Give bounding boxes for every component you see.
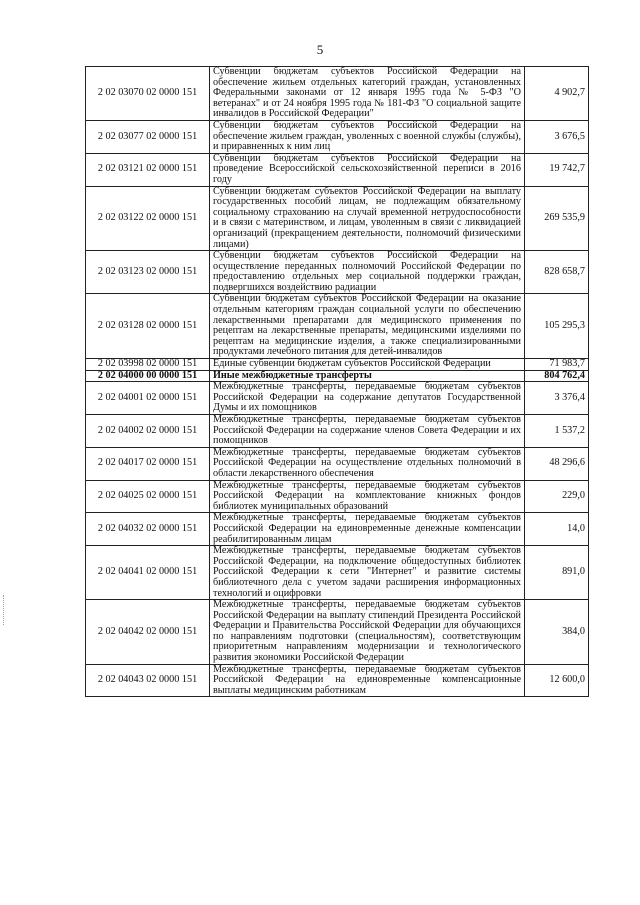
amount-value: 269 535,9: [525, 186, 589, 251]
budget-classification-code: 2 02 03070 02 0000 151: [86, 67, 210, 121]
revenue-description: Субвенции бюджетам субъектов Российской Федерации на оказание отдельным категориям граждан социальной услуги по обеспечению лекарственными препаратами для медицинского применения по рецептам на лекарственные препараты, медицинскими изделиями по рецептам на медицинские изделия, а также специализированными продуктами лечебного питания для детей-инвалидов: [210, 294, 525, 359]
revenue-description: Межбюджетные трансферты, передаваемые бюджетам субъектов Российской Федерации на осуществление отдельных полномочий в области лекарственного обеспечения: [210, 447, 525, 480]
table-row: [86, 513, 589, 546]
amount-value: 105 295,3: [525, 294, 589, 359]
amount-value: 1 537,2: [525, 415, 589, 448]
revenue-description: Межбюджетные трансферты, передаваемые бюджетам субъектов Российской Федерации на содержание депутатов Государственной Думы и их помощников: [210, 382, 525, 415]
amount-value: 48 296,6: [525, 447, 589, 480]
amount-value: 891,0: [525, 546, 589, 600]
amount-value: 4 902,7: [525, 67, 589, 121]
amount-value: 828 658,7: [525, 251, 589, 294]
amount-value: 19 742,7: [525, 153, 589, 186]
budget-revenue-table: [85, 66, 589, 697]
table-row: [86, 359, 589, 371]
revenue-description: Единые субвенции бюджетам субъектов Российской Федерации: [210, 359, 525, 371]
budget-classification-code: 2 02 04032 02 0000 151: [86, 513, 210, 546]
table-row: [86, 382, 589, 415]
margin-scan-mark: [3, 595, 6, 625]
table-row: [86, 600, 589, 665]
budget-classification-code: 2 02 03121 02 0000 151: [86, 153, 210, 186]
table-row: [86, 546, 589, 600]
budget-classification-code: 2 02 04042 02 0000 151: [86, 600, 210, 665]
table-row: [86, 153, 589, 186]
table-row: [86, 186, 589, 251]
table-row: [86, 251, 589, 294]
revenue-description: Субвенции бюджетам субъектов Российской Федерации на осуществление переданных полномочий Российской Федерации по предоставлению отдельных мер социальной поддержки граждан, подвергшихся воздействию радиации: [210, 251, 525, 294]
amount-value: 384,0: [525, 600, 589, 665]
amount-value: 3 676,5: [525, 120, 589, 153]
amount-value: 12 600,0: [525, 664, 589, 697]
revenue-description: Межбюджетные трансферты, передаваемые бюджетам субъектов Российской Федерации на единовременные компенсационные выплаты медицинским работникам: [210, 664, 525, 697]
revenue-description: Субвенции бюджетам субъектов Российской Федерации на проведение Всероссийской сельскохозяйственной переписи в 2016 году: [210, 153, 525, 186]
page-number: 5: [316, 42, 324, 57]
revenue-description: Субвенции бюджетам субъектов Российской Федерации на выплату государственных пособий лицам, не подлежащим обязательному социальному страхованию на случай временной нетрудоспособности и в связи с материнством, и лицам, уволенным в связи с ликвидацией организаций (прекращением деятельности, полномочий физическими лицами): [210, 186, 525, 251]
revenue-description: Межбюджетные трансферты, передаваемые бюджетам субъектов Российской Федерации на единовременные денежные компенсации реабилитированным лицам: [210, 513, 525, 546]
revenue-description: Межбюджетные трансферты, передаваемые бюджетам субъектов Российской Федерации, на подключение общедоступных библиотек Российской Федерации к сети "Интернет" и развитие системы библиотечного дела с учетом задачи расширения информационных технологий и оцифровки: [210, 546, 525, 600]
revenue-description: Межбюджетные трансферты, передаваемые бюджетам субъектов Российской Федерации на комплектование книжных фондов библиотек муниципальных образований: [210, 480, 525, 513]
amount-value: 229,0: [525, 480, 589, 513]
revenue-description: Субвенции бюджетам субъектов Российской Федерации на обеспечение жильем граждан, уволенных с военной службы (службы), и приравненных к ним лиц: [210, 120, 525, 153]
budget-classification-code: 2 02 04017 02 0000 151: [86, 447, 210, 480]
budget-classification-code: 2 02 04001 02 0000 151: [86, 382, 210, 415]
table-row: [86, 415, 589, 448]
budget-classification-code: 2 02 03122 02 0000 151: [86, 186, 210, 251]
amount-value: 71 983,7: [525, 359, 589, 371]
revenue-description: Межбюджетные трансферты, передаваемые бюджетам субъектов Российской Федерации на выплату стипендий Президента Российской Федерации и Правительства Российской Федерации для обучающихся по направлениям подготовки (специальностям), соответствующим приоритетным направлениям модернизации и технологического развития экономики Российской Федерации: [210, 600, 525, 665]
table-row: [86, 664, 589, 697]
amount-value: 14,0: [525, 513, 589, 546]
budget-classification-code: 2 02 03128 02 0000 151: [86, 294, 210, 359]
budget-classification-code: 2 02 04025 02 0000 151: [86, 480, 210, 513]
revenue-description: Субвенции бюджетам субъектов Российской Федерации на обеспечение жильем отдельных категорий граждан, установленных Федеральными законами от 12 января 1995 года № 5-ФЗ "О ветеранах" и от 24 ноября 1995 года № 181-ФЗ "О социальной защите инвалидов в Российской Федерации": [210, 67, 525, 121]
revenue-description: Иные межбюджетные трансферты: [210, 370, 525, 382]
table-row: [86, 294, 589, 359]
budget-classification-code: 2 02 04000 00 0000 151: [86, 370, 210, 382]
table-row: [86, 67, 589, 121]
amount-value: 3 376,4: [525, 382, 589, 415]
budget-classification-code: 2 02 04002 02 0000 151: [86, 415, 210, 448]
table-row: [86, 447, 589, 480]
table-row: [86, 120, 589, 153]
table-body: [86, 67, 589, 697]
budget-classification-code: 2 02 04043 02 0000 151: [86, 664, 210, 697]
budget-classification-code: 2 02 03998 02 0000 151: [86, 359, 210, 371]
amount-value: 804 762,4: [525, 370, 589, 382]
table-row: [86, 370, 589, 382]
budget-classification-code: 2 02 03077 02 0000 151: [86, 120, 210, 153]
revenue-description: Межбюджетные трансферты, передаваемые бюджетам субъектов Российской Федерации на содержание членов Совета Федерации и их помощников: [210, 415, 525, 448]
budget-classification-code: 2 02 03123 02 0000 151: [86, 251, 210, 294]
table-row: [86, 480, 589, 513]
budget-classification-code: 2 02 04041 02 0000 151: [86, 546, 210, 600]
